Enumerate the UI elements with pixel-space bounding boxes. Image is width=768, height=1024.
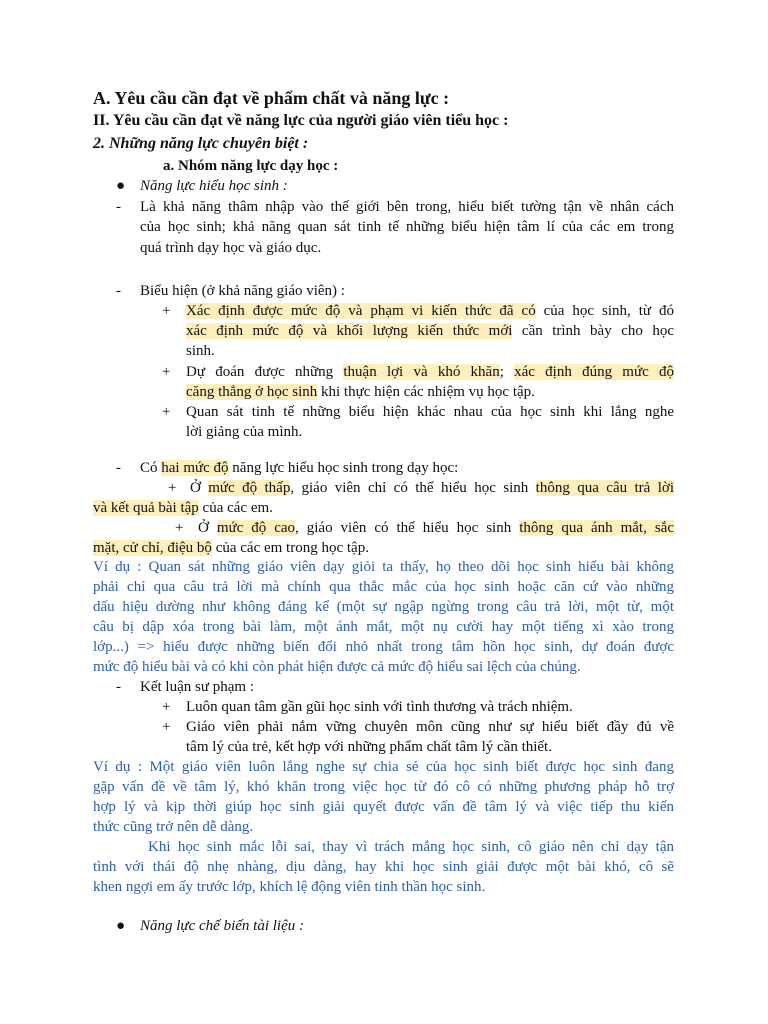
bieu-hien-heading: Biểu hiện (ở khả năng giáo viên) : [140, 283, 345, 299]
example-line: mức độ hiểu bài và có khi còn phát hiện được cả mức độ hiểu sai lệch của chúng. [93, 659, 581, 675]
example-line: tình với thái độ nhẹ nhàng, dịu dàng, hay khi học sinh giải được một bài khó, cô sẽ [93, 859, 674, 875]
plus-marker: + [168, 480, 177, 496]
example-line: gặp vấn đề về tâm lý, khó khăn trong việc học từ đó cô có những phương pháp hỗ trợ [93, 779, 674, 795]
dash-marker: - [116, 283, 121, 299]
highlight: căng thẳng ở học sinh [186, 384, 318, 400]
example-line: Khi học sinh mắc lỗi sai, thay vì trách mắng học sinh, cô giáo nên chỉ dạy tận [148, 839, 674, 855]
paragraph-line: tâm lý của trẻ, kết hợp với những phẩm chất tâm lý cần thiết. [186, 739, 552, 755]
plus-marker: + [162, 719, 171, 735]
dash-marker: - [116, 679, 121, 695]
paragraph-line: Giáo viên phải nắm vững chuyên môn cũng như sự hiểu biết đầy đủ về [186, 719, 674, 735]
highlight: xác định đúng mức độ [514, 364, 674, 380]
heading-a-sub: a. Nhóm năng lực dạy học : [163, 158, 339, 174]
highlight: mức độ cao [216, 520, 296, 536]
dash-marker: - [116, 460, 121, 476]
ket-luan-heading: Kết luận sư phạm : [140, 679, 254, 695]
dash-marker: - [116, 199, 121, 215]
plus-marker: + [162, 699, 171, 715]
heading-2: 2. Những năng lực chuyên biệt : [93, 135, 309, 152]
example-line: lớp...) => hiểu được những biến đổi nhỏ nhất trong tâm hồn học sinh, dự đoán được [93, 639, 674, 655]
highlight: mặt, cử chỉ, điệu bộ [93, 540, 212, 556]
plus-marker: + [162, 364, 171, 380]
highlight: thông qua câu trả lời [535, 480, 675, 496]
paragraph-line: Ở mức độ cao, giáo viên có thể hiểu học sinh thông qua ánh mắt, sắc [198, 520, 674, 536]
paragraph-line: xác định mức độ và khối lượng kiến thức mới cần trình bày cho học [186, 323, 674, 339]
plus-marker: + [162, 404, 171, 420]
heading-a: A. Yêu cầu cần đạt về phẩm chất và năng lực : [93, 88, 450, 108]
heading-ii: II. Yêu cầu cần đạt về năng lực của người giáo viên tiểu học : [93, 112, 509, 129]
example-line: hợp lý và kịp thời giúp học sinh giải quyết được vấn đề tâm lý và việc tiếp thu kiến [93, 799, 674, 815]
paragraph-line: và kết quả bài tập của các em. [93, 500, 273, 516]
paragraph-line: lời giảng của mình. [186, 424, 303, 440]
example-line: dấu hiệu dường như không đáng kể (một sự ngập ngừng trong câu trả lời, một từ, một [93, 599, 674, 615]
example-line: câu bị dập xóa trong bài làm, một ánh mắt, một nụ cười hay một tiếng xì xào trong [93, 619, 674, 635]
bullet-marker: ● [116, 178, 126, 194]
paragraph-line: Dự đoán được những thuận lợi và khó khăn; xác định đúng mức độ [186, 364, 674, 380]
example-line: phải chỉ qua câu trả lời mà chính qua thắc mắc của học sinh hoặc căn cứ vào những [93, 579, 674, 595]
paragraph-line: Luôn quan tâm gần gũi học sinh với tình thương và trách nhiệm. [186, 699, 573, 715]
highlight: Xác định được mức độ và phạm vi kiến thức đã có [186, 303, 536, 319]
paragraph-line: Xác định được mức độ và phạm vi kiến thức đã có của học sinh, từ đó [186, 303, 674, 319]
highlight: và kết quả bài tập [93, 500, 199, 516]
highlight: thuận lợi và khó khăn [343, 364, 500, 380]
plus-marker: + [175, 520, 184, 536]
paragraph-line: Là khả năng thâm nhập vào thế giới bên trong, hiểu biết tường tận về nhân cách [140, 199, 674, 215]
paragraph-line: mặt, cử chỉ, điệu bộ của các em trong học tập. [93, 540, 369, 556]
example-line: Ví dụ : Một giáo viên luôn lắng nghe sự chia sẻ của học sinh biết được học sinh đang [93, 759, 674, 775]
example-line: Ví dụ : Quan sát những giáo viên dạy giỏi ta thấy, họ theo dõi học sinh hiểu bài không [93, 559, 674, 575]
bullet-marker: ● [116, 918, 126, 934]
paragraph-line: Ở mức độ thấp, giáo viên chỉ có thể hiểu học sinh thông qua câu trả lời [190, 480, 675, 496]
paragraph-line: Có hai mức độ năng lực hiểu học sinh trong dạy học: [140, 460, 459, 476]
highlight: mức độ thấp [208, 480, 291, 496]
highlight: hai mức độ [161, 460, 229, 476]
example-line: thức cũng trở nên dễ dàng. [93, 819, 254, 835]
paragraph-line: của học sinh; khả năng quan sát tinh tế những biểu hiện tâm lí của các em trong [140, 219, 674, 235]
paragraph-line: Quan sát tinh tế những biểu hiện khác nhau của học sinh khi lắng nghe [186, 404, 674, 420]
paragraph-line: sinh. [186, 343, 215, 359]
highlight: xác định mức độ và khối lượng kiến thức mới [186, 323, 513, 339]
bullet-heading-hieu-hoc-sinh: Năng lực hiểu học sinh : [140, 178, 288, 194]
paragraph-line: quá trình dạy học và giáo dục. [140, 240, 322, 256]
example-line: khen ngợi em ấy trước lớp, khích lệ động viên tinh thần học sinh. [93, 879, 486, 895]
highlight: thông qua ánh mắt, sắc [519, 520, 674, 536]
paragraph-line: căng thẳng ở học sinh khi thực hiện các nhiệm vụ học tập. [186, 384, 535, 400]
plus-marker: + [162, 303, 171, 319]
bullet-heading-che-bien-tai-lieu: Năng lực chế biến tài liệu : [140, 918, 304, 934]
